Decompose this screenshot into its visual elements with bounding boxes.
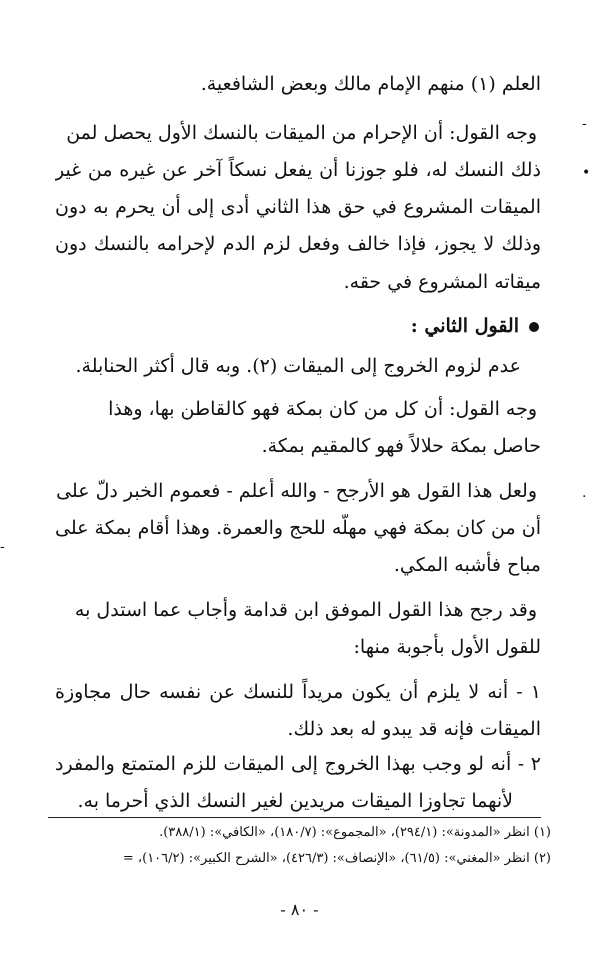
text-line-15: للقول الأول بأجوبة منها: <box>353 636 541 658</box>
text-line-14: وقد رجح هذا القول الموفق ابن قدامة وأجاب عما استدل به <box>74 599 537 621</box>
text-line-11: ولعل هذا القول هو الأرجح - والله أعلم - فعموم الخبر دلّ على <box>56 480 537 502</box>
text-line-1: العلم (١) منهم الإمام مالك وبعض الشافعية. <box>200 73 541 95</box>
margin-mark: - <box>0 539 5 555</box>
margin-mark: • <box>582 165 591 181</box>
list-item-1: ١ - أنه لا يلزم أن يكون مريداً للنسك عن نفسه حال مجاوزة <box>55 681 541 703</box>
bullet-icon <box>529 322 539 332</box>
list-item-2: ٢ - أنه لو وجب بهذا الخروج إلى الميقات للزم المتمتع والمفرد <box>55 753 541 775</box>
text-line-3: ذلك النسك له، فلو جوزنا أن يفعل نسكاً آخر عن غيره من غير <box>55 159 541 181</box>
footnote-divider <box>48 817 541 818</box>
text-line-10: حاصل بمكة حلالاً فهو كالمقيم بمكة. <box>261 435 541 457</box>
footnote-2: (٢) انظر «المغني»: (٦١/٥)، «الإنصاف»: (٤٢٦/٣)، «الشرح الكبير»: (١٠٦/٢)، = <box>122 851 551 866</box>
list-item-1-cont: الميقات فإنه قد يبدو له بعد ذلك. <box>287 718 541 740</box>
text-line-6: ميقاته المشروع في حقه. <box>343 271 541 293</box>
section-heading-text: القول الثاني : <box>410 315 519 337</box>
text-line-2: وجه القول: أن الإحرام من الميقات بالنسك الأول يحصل لمن <box>66 122 537 144</box>
text-line-8: عدم لزوم الخروج إلى الميقات (٢). وبه قال أكثر الحنابلة. <box>75 355 521 377</box>
list-item-2-cont: لأنهما تجاوزا الميقات مريدين لغير النسك الذي أحرما به. <box>77 790 513 812</box>
margin-mark: - <box>582 116 587 132</box>
text-line-12: أن من كان بمكة فهي مهلّه للحج والعمرة. وهذا أقام بمكة على <box>55 517 541 539</box>
page-number: - ٨٠ - <box>280 900 319 919</box>
text-line-5: وذلك لا يجوز، فإذا خالف وفعل لزم الدم لإحرامه بالنسك دون <box>55 233 541 255</box>
margin-mark: . <box>582 485 587 501</box>
text-line-4: الميقات المشروع في حق هذا الثاني أدى إلى أن يحرم به دون <box>55 196 541 218</box>
footnote-1: (١) انظر «المدونة»: (٢٩٤/١)، «المجموع»: (١٨٠/٧)، «الكافي»: (٣٨٨/١). <box>159 825 551 840</box>
text-line-9: وجه القول: أن كل من كان بمكة فهو كالقاطن بها، وهذا <box>108 398 537 420</box>
section-heading <box>411 312 539 342</box>
text-line-13: مباح فأشبه المكي. <box>393 554 541 576</box>
